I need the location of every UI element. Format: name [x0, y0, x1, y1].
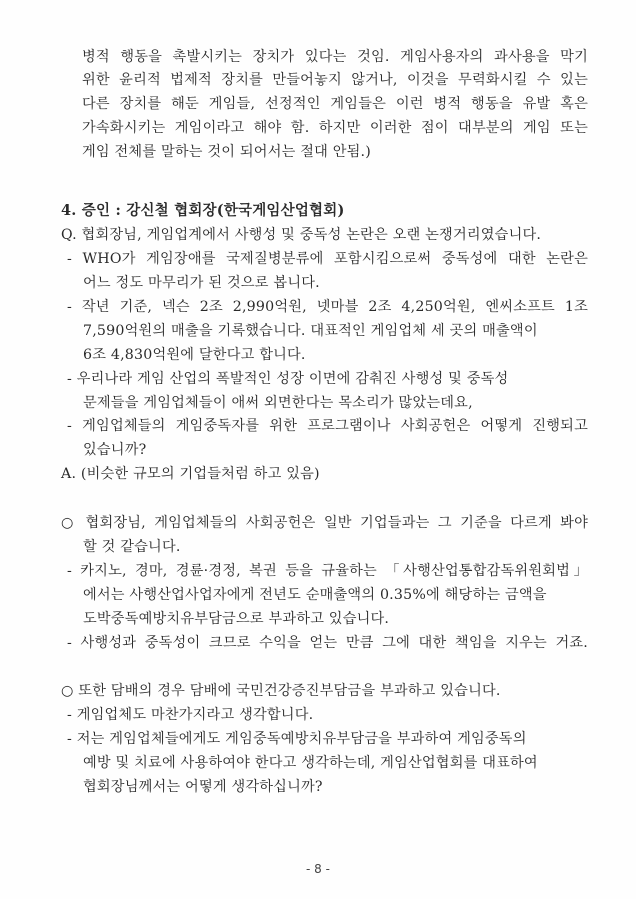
list-item-cont: 협회장님께서는 어떻게 생각하십니까? [83, 779, 323, 795]
list-item: - 카지노, 경마, 경륜·경정, 복권 등을 규율하는 「사행산업통합감독위원회법」 [67, 563, 588, 579]
list-item: - 게임업체들의 게임중독자를 위한 프로그램이나 사회공헌은 어떻게 진행되고 [67, 418, 588, 434]
answer-line: A. (비슷한 규모의 기업들처럼 하고 있음) [61, 466, 320, 482]
list-item: - 우리나라 게임 산업의 폭발적인 성장 이면에 감춰진 사행성 및 중독성 [67, 371, 509, 387]
list-item: - 게임업체도 마찬가지라고 생각합니다. [67, 707, 314, 723]
question-line: Q. 협회장님, 게임업계에서 사행성 및 중독성 논란은 오랜 논쟁거리였습니다. [61, 227, 542, 243]
section-heading: 4. 증인 : 강신철 협회장(한국게임산업협회) [61, 202, 345, 219]
list-item: - 사행성과 중독성이 크므로 수익을 얻는 만큼 그에 대한 책임을 지우는 거죠. [67, 635, 588, 651]
paragraph-line: 위한 윤리적 법제적 장치를 만들어놓지 않거나, 이것을 무력화시킬 수 있는 [82, 72, 588, 88]
list-item-cont: 6조 4,830억원에 달한다고 합니다. [83, 347, 306, 363]
paragraph-line: 가속화시키는 게임이라고 해야 함. 하지만 이러한 점이 대부분의 게임 또는 [82, 120, 588, 136]
list-item-cont: 7,590억원의 매출을 기록했습니다. 대표적인 게임업체 세 곳의 매출액이 [83, 323, 538, 339]
paragraph-line: 병적 행동을 촉발시키는 장치가 있다는 것임. 게임사용자의 과사용을 막기 [82, 49, 588, 65]
bullet-point: ○ 또한 담배의 경우 담배에 국민건강증진부담금을 부과하고 있습니다. [61, 683, 501, 699]
list-item-cont: 문제들을 게임업체들이 애써 외면한다는 목소리가 많았는데요, [83, 395, 473, 411]
list-item: - 저는 게임업체들에게도 게임중독예방치유부담금을 부과하여 게임중독의 [67, 731, 527, 747]
list-item-cont: 에서는 사행산업사업자에게 전년도 순매출액의 0.35%에 해당하는 금액을 [83, 587, 547, 603]
list-item-cont: 도박중독예방치유부담금으로 부과하고 있습니다. [83, 611, 390, 627]
page-number: - 8 - [306, 862, 330, 876]
list-item-cont: 있습니까? [83, 442, 147, 458]
list-item-cont: 예방 및 치료에 사용하여야 한다고 생각하는데, 게임산업협회를 대표하여 [83, 755, 538, 771]
paragraph-line: 게임 전체를 말하는 것이 되어서는 절대 안됨.) [82, 144, 371, 160]
bullet-point: ○ 협회장님, 게임업체들의 사회공헌은 일반 기업들과는 그 기준을 다르게 봐야 [61, 515, 588, 531]
paragraph-line: 다른 장치를 해둔 게임들, 선정적인 게임들은 이런 병적 행동을 유발 혹은 [82, 96, 588, 112]
list-item: - 작년 기준, 넥슨 2조 2,990억원, 넷마블 2조 4,250억원, 엔씨소프트 1조 [67, 299, 588, 315]
bullet-point-cont: 할 것 같습니다. [83, 539, 181, 555]
list-item-cont: 어느 정도 마무리가 된 것으로 봅니다. [83, 275, 320, 291]
list-item: - WHO가 게임장애를 국제질병분류에 포함시킴으로써 중독성에 대한 논란은 [67, 251, 588, 267]
